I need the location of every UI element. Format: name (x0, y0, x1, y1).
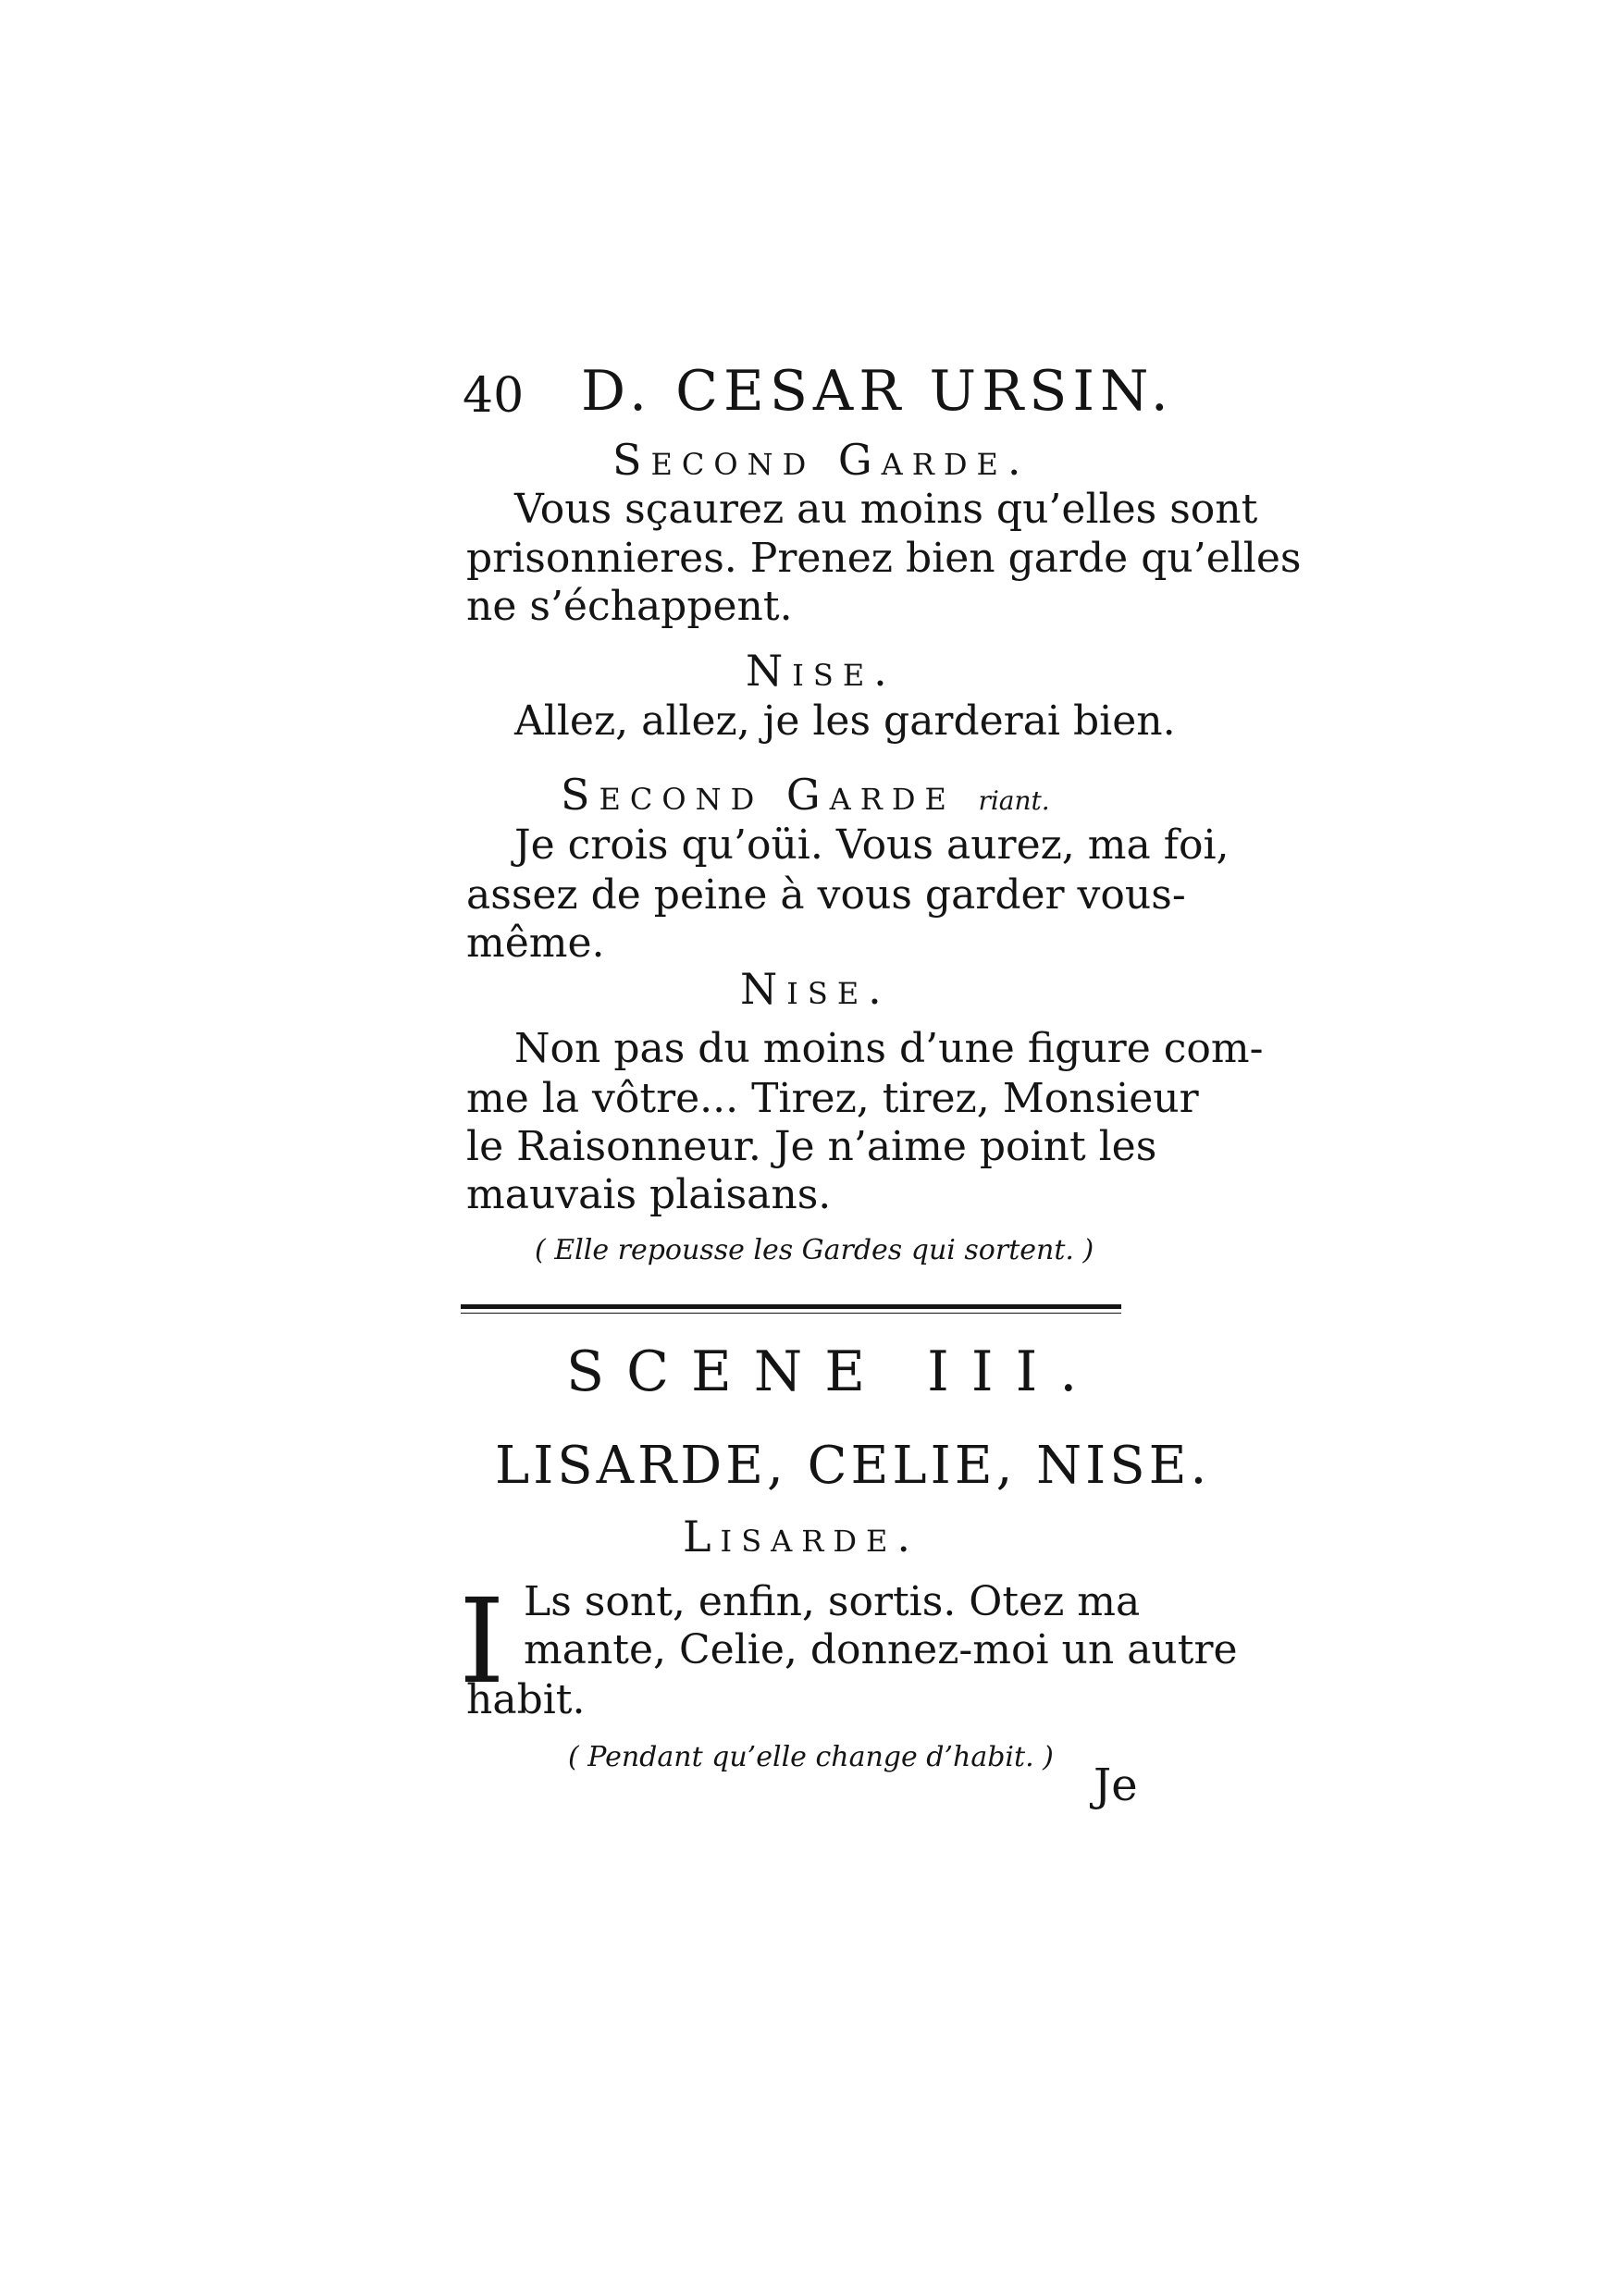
dialogue-line: mante, Celie, donnez-moi un autre (524, 1626, 1238, 1673)
dialogue-line: Non pas du moins d’une figure com- (514, 1025, 1264, 1072)
dialogue-line: assez de peine à vous garder vous- (466, 871, 1186, 919)
speaker-heading: Second Garde. (612, 435, 1031, 485)
speaker-heading: Nise. (740, 964, 891, 1014)
dialogue-line: mauvais plaisans. (466, 1171, 832, 1218)
dialogue-line: Allez, allez, je les garderai bien. (514, 697, 1176, 745)
speaker-heading (561, 770, 1050, 820)
dialogue-line: prisonnieres. Prenez bien garde qu’elles (466, 535, 1302, 582)
speaker-name: Second Garde (561, 770, 956, 820)
dialogue-line: Je crois qu’oüi. Vous aurez, ma foi, (514, 821, 1230, 869)
dialogue-line: me la vôtre... Tirez, tirez, Monsieur (466, 1075, 1199, 1122)
dialogue-line: le Raisonneur. Je n’aime point les (466, 1123, 1157, 1170)
stage-direction: ( Pendant qu’elle change d’habit. ) (568, 1741, 1054, 1773)
page-number: 40 (463, 368, 525, 424)
dialogue-line: même. (466, 920, 605, 967)
speaker-heading: Lisarde. (683, 1512, 920, 1562)
catchword: Je (1094, 1759, 1138, 1811)
speaker-heading: Nise. (746, 646, 896, 696)
running-title: D. CESAR URSIN. (581, 359, 1174, 424)
dialogue-line: habit. (466, 1676, 586, 1723)
dialogue-line: ne s’échappent. (466, 583, 793, 630)
dialogue-line: Vous sçaurez au moins qu’elles sont (514, 486, 1258, 533)
drop-cap: I (459, 1574, 505, 1710)
scene-title: SCENE III. (566, 1339, 1100, 1404)
scene-divider-rule (461, 1304, 1121, 1309)
stage-direction: ( Elle repousse les Gardes qui sortent. ) (535, 1234, 1094, 1266)
scene-characters: LISARDE, CELIE, NISE. (495, 1436, 1211, 1496)
speaker-direction: riant. (978, 785, 1050, 816)
dialogue-line: Ls sont, enfin, sortis. Otez ma (524, 1578, 1141, 1625)
